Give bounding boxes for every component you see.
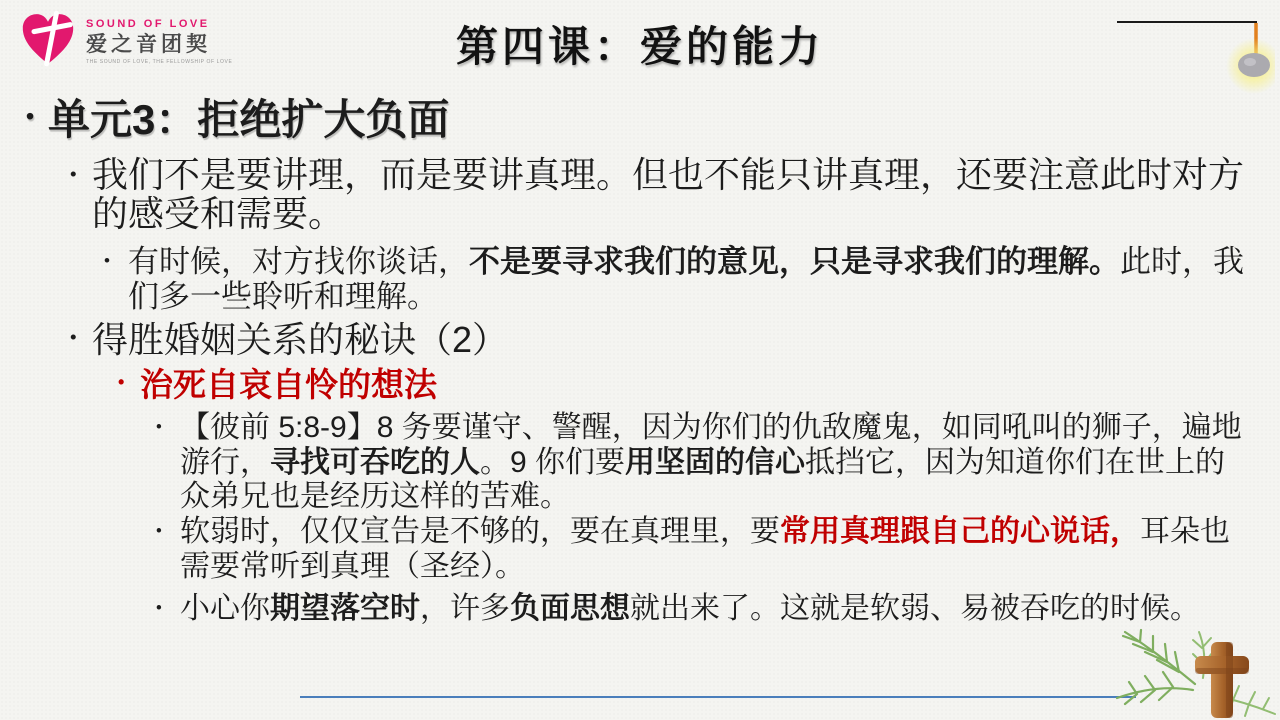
bullet-text: [48, 96, 449, 144]
text-run: 得胜婚姻关系的秘诀（2）: [92, 319, 509, 361]
bullet-text: [140, 365, 437, 405]
text-run: 就出来了。这就是软弱、易被吞吃的时候。: [630, 591, 1200, 625]
text-run: 小心你: [180, 591, 270, 625]
bullet-icon: •: [26, 103, 35, 130]
bullet-icon: •: [156, 598, 162, 617]
text-run: ，许多: [420, 591, 510, 625]
bullet-put-to-death-self-pity: [118, 365, 1246, 405]
bullet-icon: •: [118, 372, 125, 393]
logo-brand-en: SOUND OF LOVE: [86, 18, 210, 30]
text-run: 有时候，对方找你谈话，: [128, 244, 469, 280]
text-run: 寻找可吞吃的人: [270, 445, 480, 479]
text-run: 不是要寻求我们的意见，只是寻求我们的理解。: [469, 244, 1120, 280]
bullet-icon: •: [156, 417, 162, 436]
bullet-text: [92, 156, 1246, 234]
text-run: 常用真理跟自己的心说话，: [780, 515, 1140, 549]
text-run: 【彼前 5:8-9】8 务要谨守、警醒，因为你们的仇敌魔鬼，如同吼叫的狮子，遍地游行，: [180, 410, 1242, 479]
bullet-scripture-1peter: [156, 411, 1246, 515]
bullet-icon: •: [70, 163, 77, 185]
bullet-icon: •: [70, 325, 77, 347]
bullet-icon: •: [156, 522, 162, 541]
slide-body: [0, 96, 1280, 627]
text-run: 。9 你们要: [480, 445, 626, 479]
bullet-text: [180, 592, 1200, 627]
text-run: 治死自哀自怜的想法: [140, 366, 437, 404]
bullet-text: [180, 515, 1246, 585]
bullet-speak-truth-to-heart: [156, 515, 1246, 585]
bullet-beware-disappointment: [156, 592, 1246, 627]
text-run: 软弱时，仅仅宣告是不够的，要在真理里，要: [180, 515, 780, 549]
text-run: 期望落空时: [270, 591, 420, 625]
hanging-lamp-icon: [1105, 0, 1275, 110]
text-run: 用坚固的信心: [625, 445, 806, 479]
footer-divider-line: [300, 696, 1136, 698]
bullet-text: [128, 244, 1246, 314]
bullet-unit3: [26, 96, 1246, 144]
text-run: 我们不是要讲理，而是要讲真理。但也不能只讲真理，还要注意此时对方的感受和需要。: [92, 154, 1245, 235]
slide-title: 第四课：爱的能力: [455, 23, 824, 70]
text-run: 此时，我们多一些聆听和理解。: [128, 244, 1244, 315]
cross-palm-icon: [1095, 608, 1280, 720]
text-run: 负面思想: [510, 591, 630, 625]
text-run: 单元3：拒绝扩大负面: [48, 96, 450, 143]
bullet-text: [180, 411, 1246, 515]
text-run: 耳朵也需要常听到真理（圣经）。: [180, 515, 1230, 584]
logo-brand-zh: 爱之音团契: [86, 32, 211, 56]
bullet-marriage-secret: [70, 318, 1246, 361]
bullet-icon: •: [104, 251, 110, 271]
text-run: 抵挡它，因为知道你们在世上的众弟兄也是经历这样的苦难。: [180, 445, 1226, 514]
logo-tagline: THE SOUND OF LOVE, THE FELLOWSHIP OF LOVE: [86, 58, 233, 65]
bullet-seek-understanding: [104, 244, 1246, 314]
bullet-truth-vs-reason: [70, 156, 1246, 234]
bullet-text: [92, 318, 508, 361]
